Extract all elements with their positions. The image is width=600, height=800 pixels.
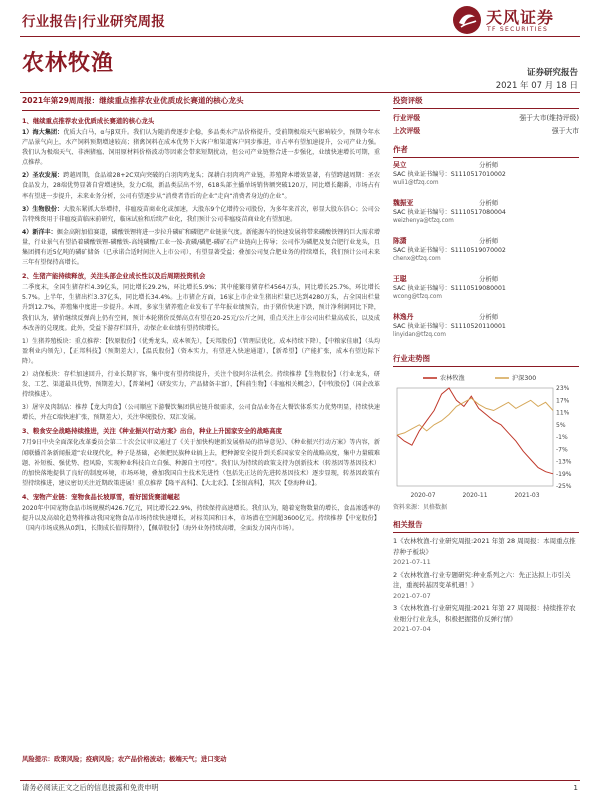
author-card: [393, 313, 579, 351]
industry-title: 农林牧渔: [22, 51, 115, 76]
section-heading: 1、继续重点推荐农业优质成长赛道的核心龙头: [22, 117, 155, 125]
related-report-date: 2021-07-07: [393, 591, 431, 600]
paragraph-text: 3）屠宰及肉制品：推荐【龙大肉食】（公司顺应下游餐饮集团供应链升级需求，公司食品业务在大餐饮体系实力优势明显，持续快速增长，并在C端快速扩张，预期差大），关注华统股份、双汇发展。: [22, 404, 380, 422]
author-email[interactable]: weizhenya@tfzq.com: [393, 218, 454, 225]
y-tick-label: -13%: [556, 458, 572, 466]
author-email[interactable]: wuli1@tfzq.com: [393, 180, 439, 187]
related-report-date: 2021-07-04: [393, 625, 431, 633]
body-paragraph: [22, 403, 380, 423]
related-report[interactable]: [393, 536, 579, 568]
related-list: [393, 536, 579, 635]
related-divider: [393, 532, 579, 533]
author-cert: SAC 执业证书编号：S1110519080001: [393, 285, 506, 293]
x-tick-label: 2021-03: [514, 492, 540, 499]
title-divider: [20, 92, 580, 93]
paragraph-text: 优质大白马，α与β双升。我们认为随消费逐步企稳，多品类水产品价格提升，受前期极端天气影响较少，预期今年水产品景气向上，水产饲料预期增速较高；猪禽饲料在成本优势下大客户和渠道客户同步推进，市占率有望加速提升，公司产业力强。我们认为极端天气、非洲猪瘟、饲用原材料价格波动等因素会带来短期扰动，但公司产业链整合进一步强化，业绩快速增长可期，重点推荐。: [22, 129, 380, 167]
paragraph-text: 2020年中国宠物食品市场规模约426.7亿元，同比增长22.9%，持续保持高速增长。我们认为，随着宠物数量的增长，食品渗透率的提升以及高端化趋势将推动我国宠物食品市场持续快速增长，对标美国和日本，市场潜在空间超3600亿元。持续推荐【中宠股份】（国内市场成熟从0到1，长期成长值得期待），【佩蒂股份】（海外业务持续高增，全面发力国内市场）。: [22, 504, 380, 533]
body-paragraph: [22, 504, 380, 534]
author-section-title: 作者: [393, 145, 408, 154]
body-paragraph: [22, 283, 380, 333]
author-list: [393, 161, 579, 351]
body-paragraph: [22, 228, 380, 268]
y-tick-label: 11%: [556, 409, 570, 417]
y-tick-label: 5%: [556, 421, 566, 429]
trend-section-title: 行业走势图: [393, 354, 430, 363]
legend-label: 农林牧渔: [440, 375, 465, 382]
paragraph-text: 2）动保板块：存栏加速回升，行业长期扩容，集中度有望持续提升，关注个股阿尔法机会。持续推荐【生物股份】（行业龙头，研发、工艺、渠道最具优势，预期差大），【普莱柯】（研发实力，产品储备丰富），【科前生物】（非瘟相关概念），【中牧股份】（国企改革持续推进）。: [22, 370, 380, 399]
paragraph-text: 跨越周期，食品端28+2C双向突破的白羽肉鸡龙头；深耕白羽肉鸡产业链，养殖降本增效显著，有望跨越周期：圣农食品发力，28端优势显著自营增速快，发力C端，新品类层出不穷，618头部主播单场销售额突破120万，同比增长翻番，市场占有率有望进一步提升，未来业务分析，公司有望逐步从“消费者背后的企业”走向“消费者身边的企业”。: [22, 172, 380, 200]
author-role: 分析师: [479, 275, 499, 283]
author-name: 林逸丹: [393, 313, 414, 321]
author-role: 分析师: [479, 199, 499, 207]
related-report[interactable]: [393, 570, 579, 602]
headline-divider: [22, 110, 380, 111]
risk-warning: 风险提示：政策风险；疫病风险；农产品价格波动；极端天气；进口变动: [22, 755, 227, 763]
rating-key: 上次评级: [393, 127, 421, 135]
paragraph-lead: 1）海大集团：: [22, 129, 64, 136]
report-type: 证券研究报告: [526, 68, 578, 78]
main-content: [22, 95, 380, 537]
page-header: [0, 0, 600, 40]
industry-trend-chart: [393, 370, 579, 500]
author-cert: SAC 执业证书编号：S1110520110001: [393, 323, 506, 331]
x-tick-label: 2020-11: [462, 492, 488, 499]
rating-value: 强于大市(维持评级): [519, 114, 579, 122]
rating-value: 强于大市: [551, 127, 579, 135]
y-tick-label: -19%: [556, 470, 572, 478]
paragraph-text: 1）生猪养殖板块：重点推荐：【牧原股份】（优秀龙头，成本领先），【天邦股份】（管理层优化，成本持续下降），【中粮家佳康】（头均盈利业内领先），【正邦科技】（预期差大），【温氏股份】（资本实力，有望进入快速通道），【新希望】（产能扩张，成本有望边际下降）。: [22, 337, 380, 365]
author-email[interactable]: linyidan@tfzq.com: [393, 332, 446, 339]
report-headline: 2021年第29周周报：继续重点推荐农业优质成长赛道的核心龙头: [22, 96, 244, 105]
author-cert: SAC 执业证书编号：S1110517080004: [393, 209, 506, 217]
author-cert: SAC 执业证书编号：S1110517010002: [393, 171, 506, 179]
footer-divider: [20, 780, 580, 781]
related-report-title[interactable]: 1《农林牧渔-行业研究周报:2021 年第 28 周周报：本周重点推荐种子板块》: [393, 537, 576, 556]
rating-section-title: 投资评级: [393, 96, 423, 105]
section-heading: 3、粮食安全战略持续推进，关注《种业振兴行动方案》出台，种业上升国家安全的战略高度: [22, 427, 283, 436]
paragraph-lead: 2）圣农发展：: [22, 172, 64, 180]
body-paragraph: [22, 205, 380, 225]
paragraph-lead: 4）新洋丰：: [22, 228, 57, 236]
legend-label: 沪深300: [512, 375, 537, 382]
y-tick-label: -7%: [556, 446, 568, 454]
y-tick-label: 17%: [556, 397, 570, 405]
paragraph-text: 掘金高附加值赛道，磷酸铁锂将进一步拉升磷矿和磷肥产业链景气度。新能源车的快速发展将带来磷酸铁锂的巨大需求增量，行业景气有望沿着磷酸铁锂-磷酸铁-高纯磷酸/工业一铵-黄磷/磷肥-磷矿石产业链向上传导；公司作为磷肥及复合肥行业龙头，且集团拥有近5亿吨的磷矿储备（已承诺合适时间注入上市公司），有望显著受益；叠加公司复合肥业务的持续增长，我们预计公司未来三年有望保持高增长。: [22, 228, 380, 267]
related-report-title[interactable]: 2《农林牧渔-行业专题研究:种业系列之六：先正达拟上市引关注，重视转基因变革机遇！》: [393, 570, 571, 589]
body-paragraph: [22, 337, 380, 367]
author-name: 吴立: [393, 161, 407, 169]
author-card: [393, 161, 579, 199]
author-role: 分析师: [479, 161, 499, 169]
brand-name: 天风证券: [486, 8, 555, 27]
trend-divider: [393, 366, 579, 367]
related-report[interactable]: [393, 603, 579, 635]
author-divider: [393, 157, 579, 158]
tf-logo-icon: [452, 5, 482, 35]
rating-row: [393, 125, 579, 138]
body-paragraph: [22, 438, 380, 488]
author-email[interactable]: chenx@tfzq.com: [393, 256, 441, 263]
brand-logo: [452, 4, 580, 38]
disclaimer-note: 请务必阅读正文之后的信息披露和免责申明: [22, 783, 159, 792]
author-name: 陈潇: [393, 237, 407, 245]
body-paragraph: [22, 128, 380, 168]
rating-divider: [393, 108, 579, 109]
paragraph-text: 大股东紧抓大举增持，非瘟疫苗商业化或加速，大股东9个亿增持公司股份，为多年来首次，彰显大股东信心；公司公告特殊资用于非瘟疫苗临床前研究，临床试验和后续产业化，我们预计公司非瘟疫苗商业化有望加速。: [22, 205, 380, 223]
section-heading: 2、生猪产能持续释放，关注头部企业成长性以及后周期投资机会: [22, 272, 206, 281]
author-name: 王聪: [393, 275, 407, 283]
trend-chart-svg: [393, 370, 579, 500]
author-name: 魏振亚: [393, 199, 414, 207]
rating-row: [393, 112, 579, 125]
x-tick-label: 2020-07: [410, 492, 436, 499]
author-card: [393, 237, 579, 275]
paragraph-text: 二季度末，全国生猪存栏4.39亿头，同比增长29.2%，环比增长5.9%；其中能繁母猪存栏4564万头，同比增长25.7%，环比增长5.7%。上半年，生猪出栏3.37亿头，同比增长34.4%。上市猪企方面，16家上市企业生猪出栏量已达到4280万头，占全国出栏量升到12.7%，养殖集中度进一步提升。本周，多家生猪养殖企业发布了半年报业绩预告，由于猪价快速下跌，预计净利润同比下降，我们认为，猪价继续反弹尚上仍有空间，预计本轮猪价反弹高点有望在20-25元/公斤之间，重点关注上市公司出栏量高成长，以及成本改善的兑现度。此外，受益下游存栏回升，动保企业业绩有望持续增长。: [22, 284, 380, 332]
author-role: 分析师: [479, 237, 499, 245]
rating-key: 行业评级: [393, 114, 421, 122]
paragraph-lead: 3）生物股份：: [22, 205, 64, 213]
report-category-label: 行业报告|行业研究周报: [22, 14, 166, 30]
related-report-date: 2021-07-11: [393, 558, 431, 566]
header-divider: [20, 36, 580, 37]
y-tick-label: -25%: [556, 483, 572, 490]
author-role: 分析师: [479, 313, 499, 321]
y-tick-label: 23%: [556, 385, 570, 392]
sidebar: [393, 95, 579, 637]
rating-list: [393, 112, 579, 138]
report-date: 2021 年 07 月 18 日: [495, 81, 578, 91]
author-email[interactable]: wcong@tfzq.com: [393, 294, 442, 301]
author-cert: SAC 执业证书编号：S1110519070002: [393, 247, 506, 255]
author-card: [393, 199, 579, 237]
page-number: 1: [573, 783, 578, 792]
section-heading: 4、宠物产业链：宠物食品长坡厚雪，看好国货赛道崛起: [22, 492, 180, 501]
y-tick-label: -1%: [556, 434, 568, 441]
related-report-title[interactable]: 3《农林牧渔-行业研究周报:2021 年第 27 周周报：持续推荐农业细分行业龙头，积极把握猪价反弹行情》: [393, 604, 576, 623]
brand-subtitle: TF SECURITIES: [487, 26, 549, 33]
body-paragraph: [22, 370, 380, 400]
body-text: [22, 116, 380, 534]
body-paragraph: [22, 171, 380, 201]
related-section-title: 相关报告: [393, 520, 423, 529]
author-card: [393, 275, 579, 313]
chart-source: 资料来源：贝格数据: [393, 504, 448, 511]
paragraph-text: 7月9日中央全面深化改革委员会第二十次会议审议通过了《关于加快构建新发展格局的指导意见》、《种业振兴行动方案》等内容，新闻联播首条新闻报道“农业现代化，种子是基础，必须把民族种业搞上去，把种源安全提升到关系国家安全的战略高度，集中力量破难题、补短板、强优势、控风险，实现种业科技自立自强、种源自主可控”。我们认为持续的政策支持为创新技术（转基因等基因技术）的加快落地提供了良好的制度环境，市场环境，叠加我国自主技术先进性（包括先正达的先进转基因技术）逐步显现，转基因政策有望持续推进，建议密切关注近期政策进展！重点推荐【隆平高科】、【大北农】、【荃银高科】，其次【登海种业】。: [22, 439, 380, 487]
